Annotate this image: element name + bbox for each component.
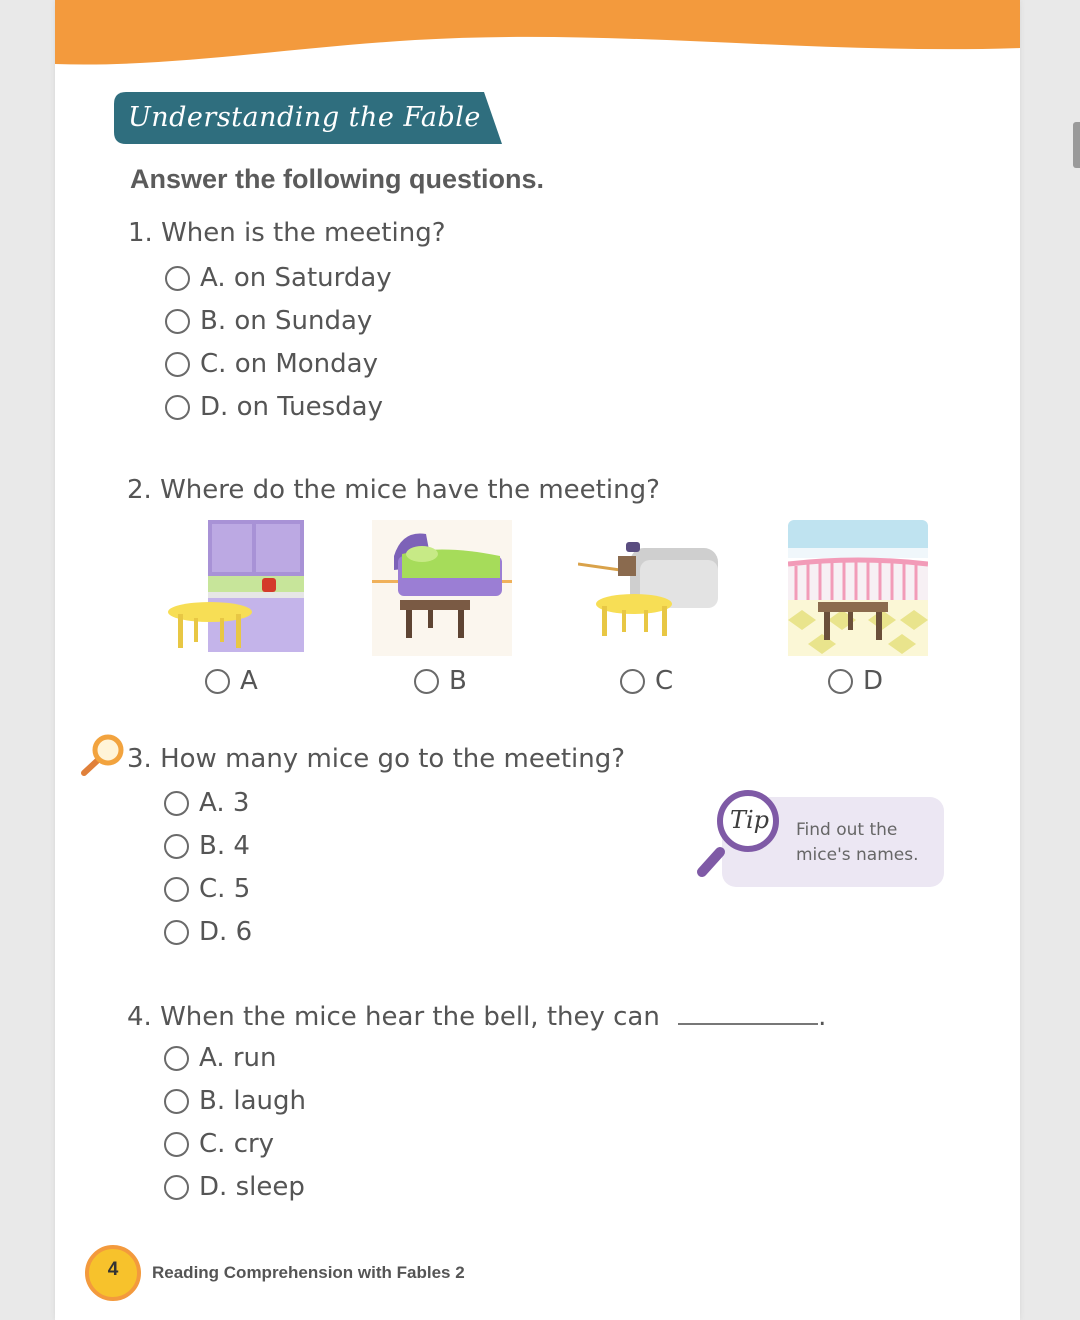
option-letter: B (449, 666, 467, 696)
tip-text: Find out the mice's names. (796, 820, 919, 865)
radio-button[interactable] (164, 877, 189, 902)
q3-option-b[interactable] (164, 829, 250, 863)
radio-button[interactable] (164, 791, 189, 816)
radio-button[interactable] (164, 920, 189, 945)
option-letter: A. (199, 1043, 225, 1073)
q4-option-a[interactable] (164, 1041, 277, 1075)
question-text: When the mice hear the bell, they can (160, 1002, 660, 1032)
q2-option-d[interactable] (828, 666, 883, 696)
instruction-text: Answer the following questions. (130, 164, 545, 194)
option-text: sleep (235, 1172, 305, 1202)
q1-option-b[interactable] (165, 304, 372, 338)
q1-option-a[interactable] (165, 261, 392, 295)
question-number: 3. (127, 744, 152, 774)
option-text: 4 (233, 831, 250, 861)
q3-option-d[interactable] (164, 915, 252, 949)
option-text: 5 (233, 874, 251, 904)
radio-button[interactable] (205, 669, 230, 694)
q1-option-c[interactable] (165, 347, 378, 381)
option-letter: C (655, 666, 674, 696)
tip-label: Tip (730, 806, 770, 834)
question-3 (127, 744, 625, 774)
question-number: 1. (128, 218, 153, 248)
magnifier-icon (78, 733, 128, 778)
radio-button[interactable] (620, 669, 645, 694)
radio-button[interactable] (165, 266, 190, 291)
radio-button[interactable] (164, 1089, 189, 1114)
workbook-page (55, 0, 1020, 1320)
q3-option-c[interactable] (164, 872, 250, 906)
radio-button[interactable] (164, 1175, 189, 1200)
option-text: on Saturday (233, 263, 392, 293)
q4-option-d[interactable] (164, 1170, 305, 1204)
option-text: 6 (235, 917, 253, 947)
question-number: 4. (127, 1002, 152, 1032)
balcony-icon (788, 520, 928, 656)
tip-magnifier-icon (694, 788, 784, 880)
option-letter: A. (199, 788, 225, 818)
bedroom-icon (372, 520, 512, 656)
question-text: When is the meeting? (161, 218, 446, 248)
option-text: on Sunday (234, 306, 373, 336)
option-text: laugh (233, 1086, 306, 1116)
radio-button[interactable] (164, 834, 189, 859)
radio-button[interactable] (828, 669, 853, 694)
section-title: Understanding the Fable (128, 102, 481, 133)
radio-button[interactable] (164, 1046, 189, 1071)
option-letter: A. (200, 263, 226, 293)
option-letter: B. (199, 831, 226, 861)
option-letter: A (240, 666, 258, 696)
question-1 (128, 218, 446, 248)
footer-book-title: Reading Comprehension with Fables 2 (152, 1263, 465, 1282)
option-letter: D (863, 666, 884, 696)
page-number: 4 (107, 1259, 119, 1280)
option-text: on Tuesday (236, 392, 383, 422)
q1-option-d[interactable] (165, 390, 383, 424)
radio-button[interactable] (165, 352, 190, 377)
question-2 (127, 475, 660, 505)
option-letter: D. (199, 1172, 228, 1202)
option-letter: C. (200, 349, 227, 379)
question-text: Where do the mice have the meeting? (160, 475, 660, 505)
question-4 (127, 999, 826, 1032)
option-text: 3 (232, 788, 250, 818)
kitchen-icon (164, 520, 304, 656)
option-text: on Monday (234, 349, 378, 379)
scrollbar-handle[interactable] (1073, 122, 1080, 168)
option-letter: D. (200, 392, 229, 422)
answer-blank (678, 999, 818, 1025)
option-letter: C. (199, 874, 226, 904)
option-letter: B. (199, 1086, 226, 1116)
q2-option-c[interactable] (620, 666, 673, 696)
q4-option-c[interactable] (164, 1127, 274, 1161)
option-text: run (232, 1043, 277, 1073)
option-text: cry (233, 1129, 275, 1159)
radio-button[interactable] (164, 1132, 189, 1157)
option-letter: D. (199, 917, 228, 947)
q4-option-b[interactable] (164, 1084, 306, 1118)
option-letter: C. (199, 1129, 226, 1159)
q2-option-a[interactable] (205, 666, 258, 696)
radio-button[interactable] (414, 669, 439, 694)
option-letter: B. (200, 306, 227, 336)
q2-option-b[interactable] (414, 666, 467, 696)
question-text: How many mice go to the meeting? (160, 744, 626, 774)
radio-button[interactable] (165, 309, 190, 334)
top-orange-band (55, 0, 1020, 70)
living-room-icon (578, 520, 718, 656)
question-period: . (818, 1002, 827, 1032)
question-number: 2. (127, 475, 152, 505)
q3-option-a[interactable] (164, 786, 249, 820)
radio-button[interactable] (165, 395, 190, 420)
